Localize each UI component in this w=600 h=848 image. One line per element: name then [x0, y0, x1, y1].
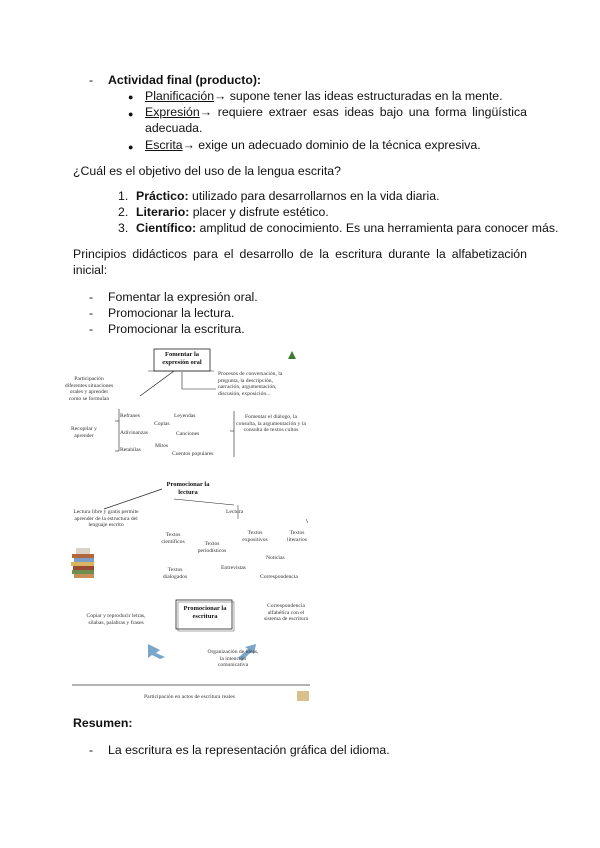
principle-escritura: Promocionar la escritura. — [108, 322, 245, 336]
objective-cientifico: Científico: amplitud de conocimiento. Es una herramienta para conocer más. — [136, 221, 559, 235]
principle-expresion-oral: Fomentar la expresión oral. — [108, 290, 258, 304]
fig-left1: Participación diferentes situaciones orales y aprender como se formulan — [64, 376, 114, 402]
list-dash: - — [89, 743, 94, 757]
fig-retahilas: Retahílas — [120, 447, 141, 453]
fig-coplas: Coplas — [154, 421, 170, 427]
fig-refranes: Refranes — [120, 413, 140, 419]
concept-map-figure — [64, 341, 330, 706]
term-expresion: Expresión — [145, 105, 200, 119]
arrow-icon: → — [214, 89, 227, 103]
fig-right1: Procesos de conversación, la pregunta, la descripción, narración, argumentación, discusión, exposición... — [218, 371, 283, 397]
fig-right3: Correspondencia alfabética con el sistema de escritura — [263, 603, 309, 622]
list-dash: - — [89, 322, 94, 336]
list-number: 2. — [118, 205, 129, 219]
fig-left2: Lectura libre y gratis permite aprender de la estructura del lenguaje escrito — [73, 509, 139, 528]
bullet-icon: ● — [128, 109, 134, 119]
fig-right2: Fomentar el diálogo, la consulta, la argumentación y la consulta de textos cultos — [236, 414, 306, 433]
term-planificacion: Planificación — [145, 89, 215, 103]
fig-correspondencia: Correspondencia — [260, 574, 298, 580]
bullet-icon: ● — [128, 142, 134, 152]
fig-noticias: Noticias — [266, 555, 285, 561]
bullet-icon: ● — [128, 92, 134, 102]
fig-textos-cientificos: Textos científicos — [161, 532, 185, 545]
box-lectura: Promocionar la lectura — [166, 481, 210, 496]
fig-left3: Copiar y reproducir letras, sílabas, palabras y frases — [86, 613, 146, 626]
fig-recopilar: Recopilar y aprender — [71, 426, 97, 439]
box-expresion-oral: Fomentar la expresión oral — [162, 351, 202, 366]
activity-title: Actividad final (producto): — [108, 73, 262, 87]
fig-cuentos: Cuentos populares — [172, 451, 214, 457]
list-number: 3. — [118, 221, 129, 235]
fig-textos-literarios: Textos literarios — [287, 530, 307, 543]
box-escritura: Promocionar la escritura — [183, 605, 227, 620]
list-dash: - — [89, 306, 94, 320]
list-dash: - — [89, 73, 94, 87]
books-icon — [71, 548, 94, 578]
tan-swatch — [297, 691, 309, 701]
fig-mitos: Mitos — [155, 443, 169, 449]
arrow-left-icon — [148, 644, 165, 659]
activity-item-expresion: Expresión→ requiere extraer esas ideas bajo una forma lingüística adecuada. — [145, 105, 527, 135]
plant-icon — [288, 351, 296, 359]
fig-lectura: Lectura — [226, 509, 244, 515]
principles-intro: Principios didácticos para el desarrollo de la escritura durante la alfabetización inicial: — [73, 247, 527, 277]
fig-bottom3: Organización de ideas, la intención comunicativa — [207, 649, 259, 668]
principle-lectura: Promocionar la lectura. — [108, 306, 235, 320]
list-dash: - — [89, 290, 94, 304]
objective-practico: Práctico: utilizado para desarrollarnos en la vida diaria. — [136, 189, 440, 203]
fig-adivinanzas: Adivinanzas — [120, 430, 148, 436]
activity-item-planificacion: Planificación→ supone tener las ideas estructuradas en la mente. — [145, 89, 503, 103]
fig-canciones: Canciones — [176, 431, 200, 437]
fig-leyendas: Leyendas — [174, 413, 196, 419]
summary-text: La escritura es la representación gráfica del idioma. — [108, 743, 390, 757]
summary-title: Resumen: — [73, 716, 133, 730]
fig-entrevistas: Entrevistas — [221, 565, 246, 571]
arrow-icon: → — [199, 105, 212, 119]
fig-textos-periodisticos: Textos periodísticos — [197, 541, 227, 554]
question-text: ¿Cuál es el objetivo del uso de la lengua escrita? — [73, 164, 341, 178]
fig-textos-dialogados: Textos dialogados — [162, 567, 188, 580]
fig-caption: Participación en actos de escritura reales — [144, 694, 235, 700]
term-escrita: Escrita — [145, 138, 183, 152]
fig-textos-expositivos: Textos expositivos — [242, 530, 268, 543]
list-number: 1. — [118, 189, 129, 203]
arrow-icon: → — [182, 138, 195, 152]
objective-literario: Literario: placer y disfrute estético. — [136, 205, 329, 219]
activity-item-escrita: Escrita→ exige un adecuado dominio de la técnica expresiva. — [145, 138, 481, 152]
